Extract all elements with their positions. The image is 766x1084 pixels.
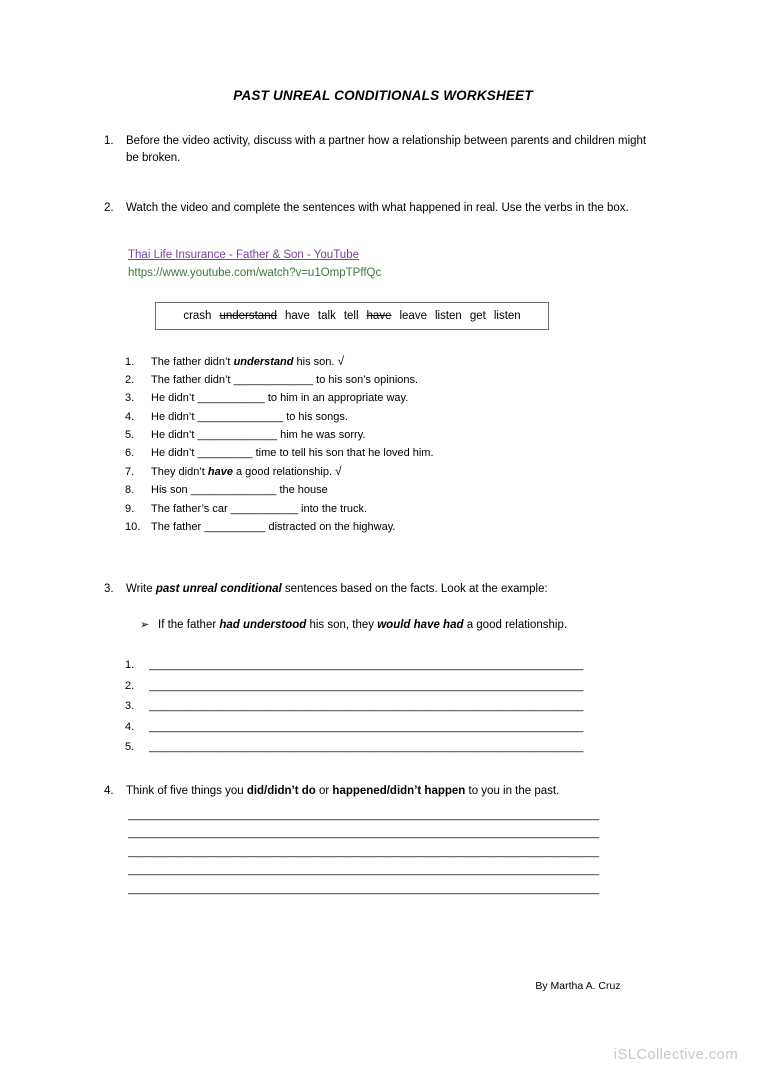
sentence-text: [151, 463, 332, 481]
sentence-text: [151, 426, 365, 444]
word-bank-item: listen: [493, 310, 521, 322]
example-part2: his son, they: [306, 619, 378, 631]
example-emphasis-1: had understood: [219, 619, 307, 631]
sentence-blank[interactable]: _____________: [197, 428, 278, 441]
sentence-text: [151, 500, 367, 518]
task-item-1: [104, 133, 664, 167]
example-sentence-text: [158, 617, 567, 634]
task-2-text: Watch the video and complete the sentences with what happened in real. Use the verbs in the box.: [126, 202, 629, 214]
sentence-row: [125, 389, 595, 407]
sentence-suffix: his son.: [293, 356, 335, 368]
example-part1: If the father: [158, 619, 220, 631]
video-title-link[interactable]: Thai Life Insurance - Father & Son - YouTube: [128, 249, 359, 261]
sentence-text: [151, 389, 408, 407]
sentence-blank[interactable]: __________: [204, 520, 266, 533]
sentence-row: [125, 462, 595, 481]
sentence-prefix: He didn’t: [151, 447, 198, 460]
word-bank-item: listen: [434, 310, 462, 322]
word-bank-item: tell: [343, 310, 359, 322]
word-bank-item: have: [366, 310, 392, 322]
free-writing-line[interactable]: _____________________________________________________________________________: [128, 809, 600, 821]
answer-blank-rule[interactable]: _______________________________________________________________________: [149, 659, 584, 671]
sentence-number: 8.: [125, 484, 135, 497]
word-bank-box: [155, 302, 549, 330]
sentence-blank[interactable]: ______________: [197, 410, 284, 423]
task-3-number: 3.: [104, 583, 114, 595]
sentence-text: [151, 518, 395, 536]
sentence-suffix: to his son’s opinions.: [313, 374, 419, 387]
task-4-text-part2: or: [315, 785, 333, 797]
sentence-number: 2.: [125, 374, 135, 387]
site-watermark: iSLCollective.com: [613, 1046, 738, 1063]
sentence-row: [125, 444, 595, 462]
video-url-text[interactable]: https://www.youtube.com/watch?v=u1OmpTPffQc: [128, 267, 382, 279]
answer-line-number: 2.: [125, 679, 135, 692]
free-writing-line[interactable]: _____________________________________________________________________________: [128, 882, 600, 895]
task-item-4: [104, 783, 674, 800]
sentence-number: 1.: [125, 356, 135, 368]
sentence-suffix: distracted on the highway.: [265, 520, 396, 533]
task-4-bold-2: happened/didn’t happen: [332, 785, 466, 797]
sentence-suffix: to his songs.: [283, 410, 348, 423]
sentence-prefix: The father didn’t: [151, 356, 234, 368]
checkmark-icon: √: [335, 464, 342, 479]
task-3-text-part1: Write: [126, 583, 156, 595]
sentence-row: [125, 408, 595, 426]
sentence-prefix: The father didn’t: [151, 374, 234, 387]
sentence-completion-list: [125, 352, 595, 536]
task-4-text: [126, 783, 674, 800]
author-credit-text: By Martha A. Cruz: [535, 980, 621, 992]
word-bank-item: have: [284, 310, 310, 322]
word-bank-item: get: [469, 310, 486, 322]
free-writing-line[interactable]: _____________________________________________________________________________: [128, 827, 600, 840]
author-credit: [0, 980, 766, 992]
sentence-prefix: They didn’t: [151, 466, 208, 479]
task-1-text: Before the video activity, discuss with a partner how a relationship between parents and children might be broken.: [126, 135, 647, 164]
answer-blank-rule[interactable]: _______________________________________________________________________: [149, 700, 584, 712]
answer-line-row: [125, 737, 670, 758]
sentence-prefix: The father’s car: [151, 502, 231, 515]
word-bank-item: leave: [399, 310, 427, 322]
sentence-suffix: to him in an appropriate way.: [264, 392, 409, 405]
sentence-blank[interactable]: _____________: [233, 374, 314, 387]
answer-line-row: [125, 676, 670, 697]
page-title: PAST UNREAL CONDITIONALS WORKSHEET: [233, 88, 533, 103]
answer-line-number: 3.: [125, 700, 135, 712]
sentence-number: 7.: [125, 466, 135, 479]
sentence-number: 9.: [125, 502, 135, 515]
task-3-emphasis: past unreal conditional: [155, 583, 282, 595]
sentence-prefix: The father: [151, 520, 205, 533]
sentence-blank[interactable]: ___________: [230, 502, 298, 515]
sentence-text: [151, 408, 348, 426]
sentence-answer-word: have: [207, 466, 233, 479]
answer-line-number: 5.: [125, 741, 135, 753]
sentence-prefix: His son: [151, 484, 191, 497]
sentence-suffix: into the truck.: [297, 502, 368, 515]
answer-line-number: 4.: [125, 720, 135, 733]
sentence-answer: [234, 356, 294, 368]
free-writing-line[interactable]: _____________________________________________________________________________: [128, 845, 600, 858]
task-4-text-part1: Think of five things you: [126, 785, 247, 797]
sentence-text: [151, 481, 328, 499]
word-bank-item: talk: [317, 310, 336, 322]
answer-blank-rule[interactable]: _______________________________________________________________________: [149, 720, 584, 733]
answer-line-number: 1.: [125, 659, 135, 671]
arrow-bullet-icon: ➢: [140, 619, 150, 631]
sentence-number: 3.: [125, 392, 135, 405]
answer-line-row: [125, 655, 670, 676]
task-item-2: [104, 200, 674, 217]
word-bank-words: [179, 310, 524, 322]
sentence-row: [125, 371, 595, 389]
word-bank-item: understand: [219, 310, 277, 322]
sentence-number: 4.: [125, 410, 135, 423]
checkmark-icon: √: [337, 354, 345, 368]
sentence-suffix: a good relationship.: [232, 466, 333, 479]
task-4-text-part3: to you in the past.: [465, 785, 560, 797]
answer-line-row: [125, 717, 670, 738]
sentence-number: 10.: [125, 520, 141, 533]
task-3-text: [126, 581, 674, 598]
sentence-prefix: He didn’t: [151, 392, 198, 405]
free-writing-lines: [128, 806, 660, 898]
sentence-row: [125, 518, 595, 536]
sentence-prefix: He didn’t: [151, 410, 198, 423]
example-part3: a good relationship.: [463, 619, 568, 631]
free-writing-line[interactable]: _____________________________________________________________________________: [128, 864, 600, 877]
sentence-number: 5.: [125, 428, 135, 441]
sentence-answer-word: understand: [233, 356, 294, 368]
sentence-row: [125, 481, 595, 499]
word-bank-item: crash: [183, 310, 212, 322]
sentence-suffix: time to tell his son that he loved him.: [252, 447, 434, 460]
sentence-row: [125, 352, 595, 371]
sentence-blank[interactable]: _________: [197, 447, 253, 460]
sentence-blank[interactable]: ______________: [190, 484, 277, 497]
task-item-3: [104, 581, 674, 598]
sentence-row: [125, 500, 595, 518]
sentence-suffix: the house: [276, 484, 328, 497]
sentence-suffix: him he was sorry.: [277, 428, 366, 441]
example-emphasis-2: would have had: [377, 619, 464, 631]
task-4-bold-1: did/didn’t do: [246, 785, 316, 797]
example-sentence: [140, 617, 680, 634]
sentence-text: [151, 371, 418, 389]
answer-blank-rule[interactable]: _______________________________________________________________________: [149, 741, 584, 753]
task-1-number: 1.: [104, 135, 114, 147]
task-3-text-part2: sentences based on the facts. Look at the example:: [281, 583, 548, 595]
answer-line-row: [125, 696, 670, 717]
answer-lines-list: [125, 655, 670, 758]
task-4-number: 4.: [104, 785, 114, 797]
sentence-text: [151, 444, 434, 462]
answer-blank-rule[interactable]: _______________________________________________________________________: [149, 679, 584, 692]
sentence-answer: [208, 466, 233, 478]
sentence-text: [151, 353, 334, 371]
sentence-row: [125, 426, 595, 444]
sentence-number: 6.: [125, 447, 135, 460]
sentence-prefix: He didn’t: [151, 428, 198, 441]
video-reference: [128, 246, 381, 282]
sentence-blank[interactable]: ___________: [197, 392, 265, 405]
task-2-number: 2.: [104, 202, 114, 214]
